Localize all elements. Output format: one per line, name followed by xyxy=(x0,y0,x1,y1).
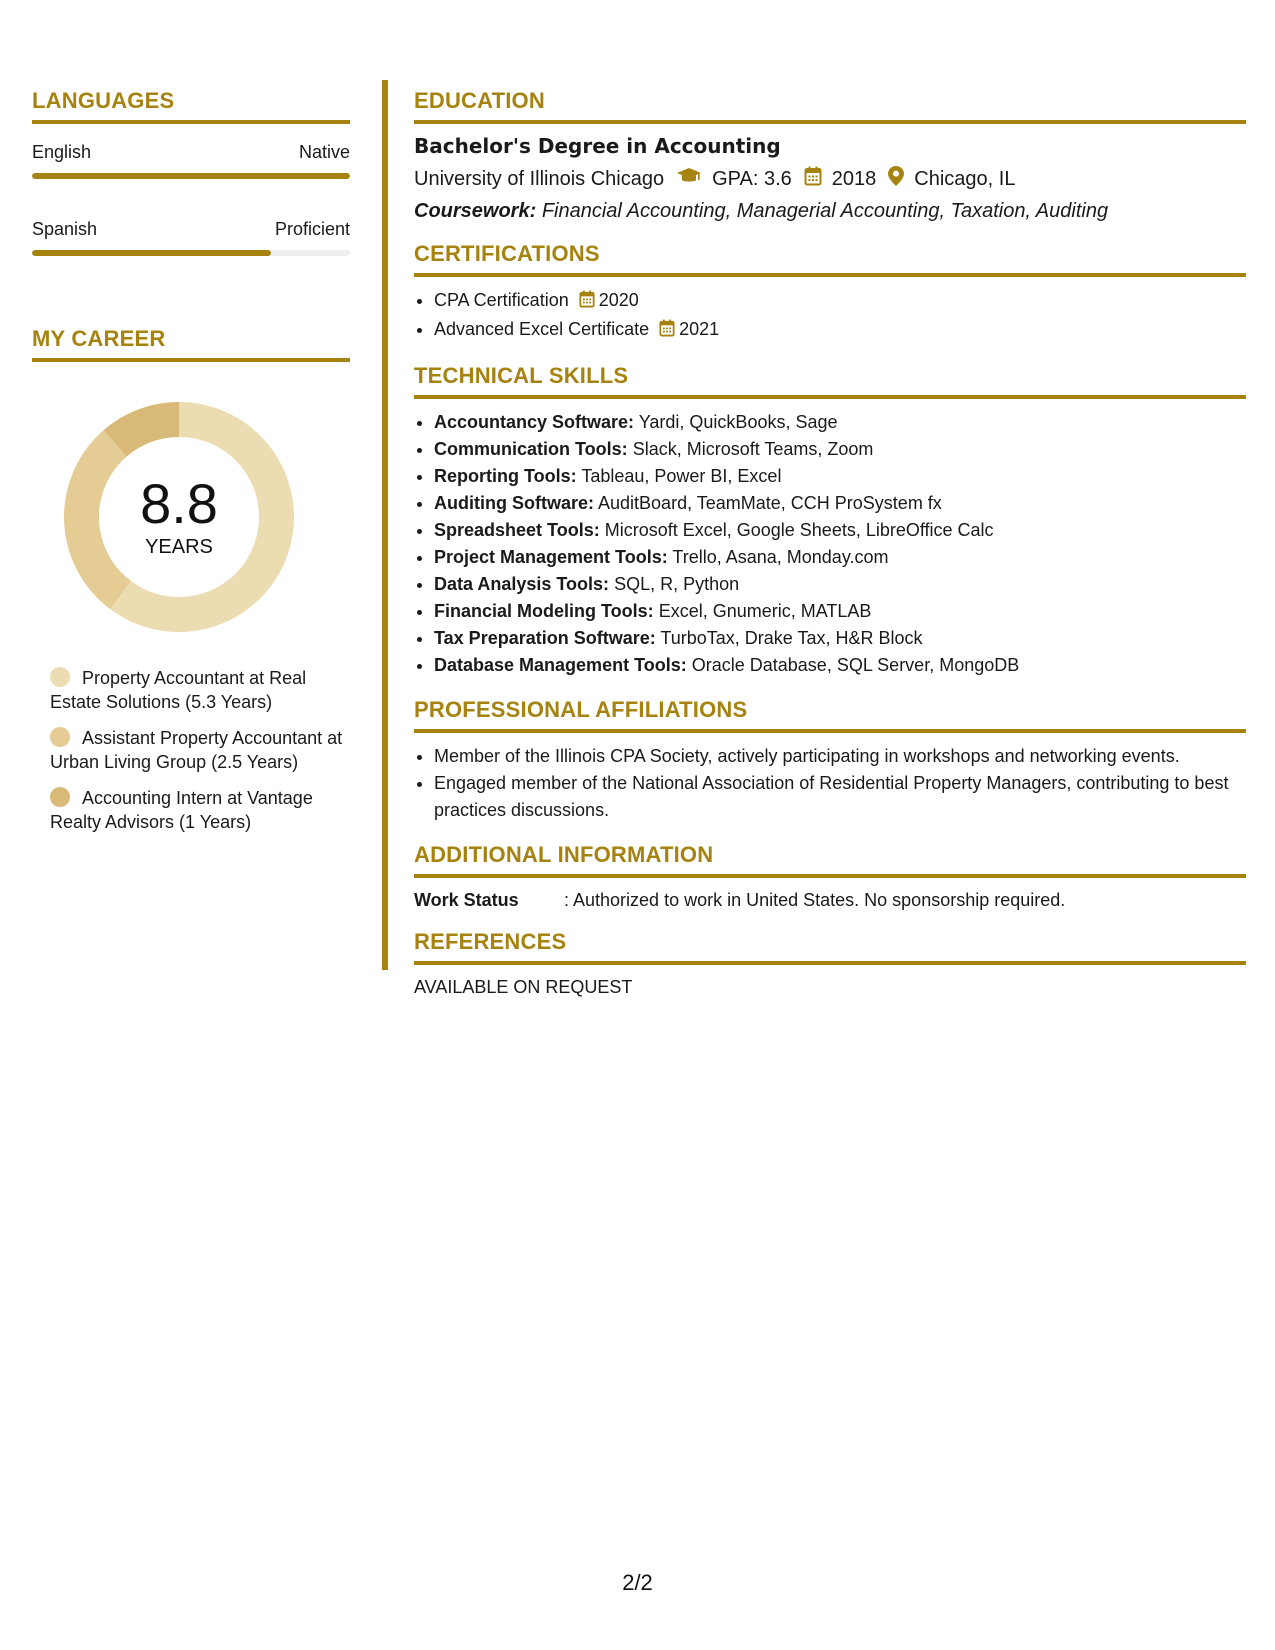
career-total-unit: YEARS xyxy=(145,535,213,558)
skill-item xyxy=(434,652,1246,679)
skills-title: TECHNICAL SKILLS xyxy=(414,363,1246,399)
calendar-icon xyxy=(579,289,595,316)
career-section xyxy=(32,326,350,834)
languages-title: LANGUAGES xyxy=(32,88,350,124)
references-title: REFERENCES xyxy=(414,929,1246,965)
certification-name: Advanced Excel Certificate xyxy=(434,319,650,339)
work-status-row xyxy=(414,890,1246,911)
career-legend-label: Property Accountant at Real Estate Solutions (5.3 Years) xyxy=(50,668,307,712)
affiliations-list xyxy=(414,743,1246,824)
skill-item xyxy=(434,571,1246,598)
language-item xyxy=(32,142,350,179)
certifications-section xyxy=(414,241,1246,345)
donut-center xyxy=(64,402,294,632)
skill-values: Slack, Microsoft Teams, Zoom xyxy=(632,439,874,459)
language-level: Proficient xyxy=(274,219,350,239)
skill-category: Database Management Tools: xyxy=(434,655,687,675)
skill-values: TurboTax, Drake Tax, H&R Block xyxy=(660,628,923,648)
right-column xyxy=(414,88,1246,1016)
work-status-label: Work Status xyxy=(414,890,519,910)
references-text: AVAILABLE ON REQUEST xyxy=(414,977,633,997)
coursework-text: Financial Accounting, Managerial Accounting, Taxation, Auditing xyxy=(541,200,1109,222)
skill-item xyxy=(434,625,1246,652)
education-title: EDUCATION xyxy=(414,88,1246,124)
education-details xyxy=(414,166,1246,192)
skill-category: Project Management Tools: xyxy=(434,547,668,567)
career-total-years: 8.8 xyxy=(140,471,218,535)
skill-category: Data Analysis Tools: xyxy=(434,574,610,594)
legend-dot xyxy=(50,667,70,687)
skill-category: Reporting Tools: xyxy=(434,466,577,486)
skill-category: Financial Modeling Tools: xyxy=(434,601,654,621)
legend-dot xyxy=(50,727,70,747)
location-pin-icon xyxy=(888,166,904,192)
skill-item xyxy=(434,490,1246,517)
calendar-icon xyxy=(804,166,822,192)
coursework-label: Coursework: xyxy=(414,200,537,222)
column-divider xyxy=(382,80,388,970)
language-name: Spanish xyxy=(32,219,98,239)
skills-section xyxy=(414,363,1246,679)
career-legend-item xyxy=(50,666,350,714)
certification-name: CPA Certification xyxy=(434,290,569,310)
skill-category: Accountancy Software: xyxy=(434,412,635,432)
affiliation-item: • Member of the Illinois CPA Society, actively participating in workshops and networking events. xyxy=(434,743,1246,770)
skill-item xyxy=(434,544,1246,571)
career-donut-chart xyxy=(64,402,294,632)
skill-category: Communication Tools: xyxy=(434,439,628,459)
skill-item xyxy=(434,517,1246,544)
career-legend-item xyxy=(50,786,350,834)
skill-values: Oracle Database, SQL Server, MongoDB xyxy=(691,655,1020,675)
additional-title: ADDITIONAL INFORMATION xyxy=(414,842,1246,878)
skill-item xyxy=(434,409,1246,436)
language-level-fill xyxy=(32,173,350,179)
skill-category: Auditing Software: xyxy=(434,493,594,513)
certification-item xyxy=(434,316,1246,345)
skills-list xyxy=(414,409,1246,679)
certification-year: 2020 xyxy=(598,290,639,310)
legend-dot xyxy=(50,787,70,807)
language-item xyxy=(32,219,350,256)
certification-item xyxy=(434,287,1246,316)
skill-category: Spreadsheet Tools: xyxy=(434,520,600,540)
career-legend xyxy=(50,666,350,834)
skill-category: Tax Preparation Software: xyxy=(434,628,656,648)
location: Chicago, IL xyxy=(914,167,1016,190)
language-level-bar xyxy=(32,250,350,256)
certifications-list xyxy=(414,287,1246,345)
skill-values: AuditBoard, TeamMate, CCH ProSystem fx xyxy=(598,493,942,513)
skill-values: Yardi, QuickBooks, Sage xyxy=(638,412,838,432)
skill-values: Trello, Asana, Monday.com xyxy=(672,547,889,567)
graduation-year: 2018 xyxy=(831,167,877,190)
skill-values: Microsoft Excel, Google Sheets, LibreOffice Calc xyxy=(604,520,994,540)
school-name: University of Illinois Chicago xyxy=(414,167,665,190)
career-legend-label: Assistant Property Accountant at Urban Living Group (2.5 Years) xyxy=(50,728,343,772)
language-level-bar xyxy=(32,173,350,179)
skill-item xyxy=(434,436,1246,463)
education-section xyxy=(414,88,1246,223)
gpa: GPA: 3.6 xyxy=(712,167,792,190)
work-status-value: : Authorized to work in United States. No sponsorship required. xyxy=(564,890,1066,910)
affiliations-title: PROFESSIONAL AFFILIATIONS xyxy=(414,697,1246,733)
language-level: Native xyxy=(298,142,350,162)
coursework xyxy=(414,200,1246,223)
degree: Bachelor's Degree in Accounting xyxy=(414,134,781,158)
affiliation-item: • Engaged member of the National Association of Residential Property Managers, contributing to best practices discussions. xyxy=(434,770,1246,824)
skill-item xyxy=(434,598,1246,625)
left-column xyxy=(32,88,350,846)
certification-year: 2021 xyxy=(679,319,720,339)
page-number: 2/2 xyxy=(622,1570,653,1595)
references-section xyxy=(414,929,1246,998)
career-legend-label: Accounting Intern at Vantage Realty Advisors (1 Years) xyxy=(50,788,313,832)
skill-values: SQL, R, Python xyxy=(614,574,740,594)
additional-section xyxy=(414,842,1246,911)
calendar-icon xyxy=(659,318,675,345)
language-level-fill xyxy=(32,250,271,256)
career-title: MY CAREER xyxy=(32,326,350,362)
skill-values: Tableau, Power BI, Excel xyxy=(581,466,782,486)
affiliations-section xyxy=(414,697,1246,824)
career-legend-item xyxy=(50,726,350,774)
skill-values: Excel, Gnumeric, MATLAB xyxy=(658,601,872,621)
skill-item xyxy=(434,463,1246,490)
language-name: English xyxy=(32,142,92,162)
graduation-cap-icon xyxy=(676,167,702,191)
certifications-title: CERTIFICATIONS xyxy=(414,241,1246,277)
